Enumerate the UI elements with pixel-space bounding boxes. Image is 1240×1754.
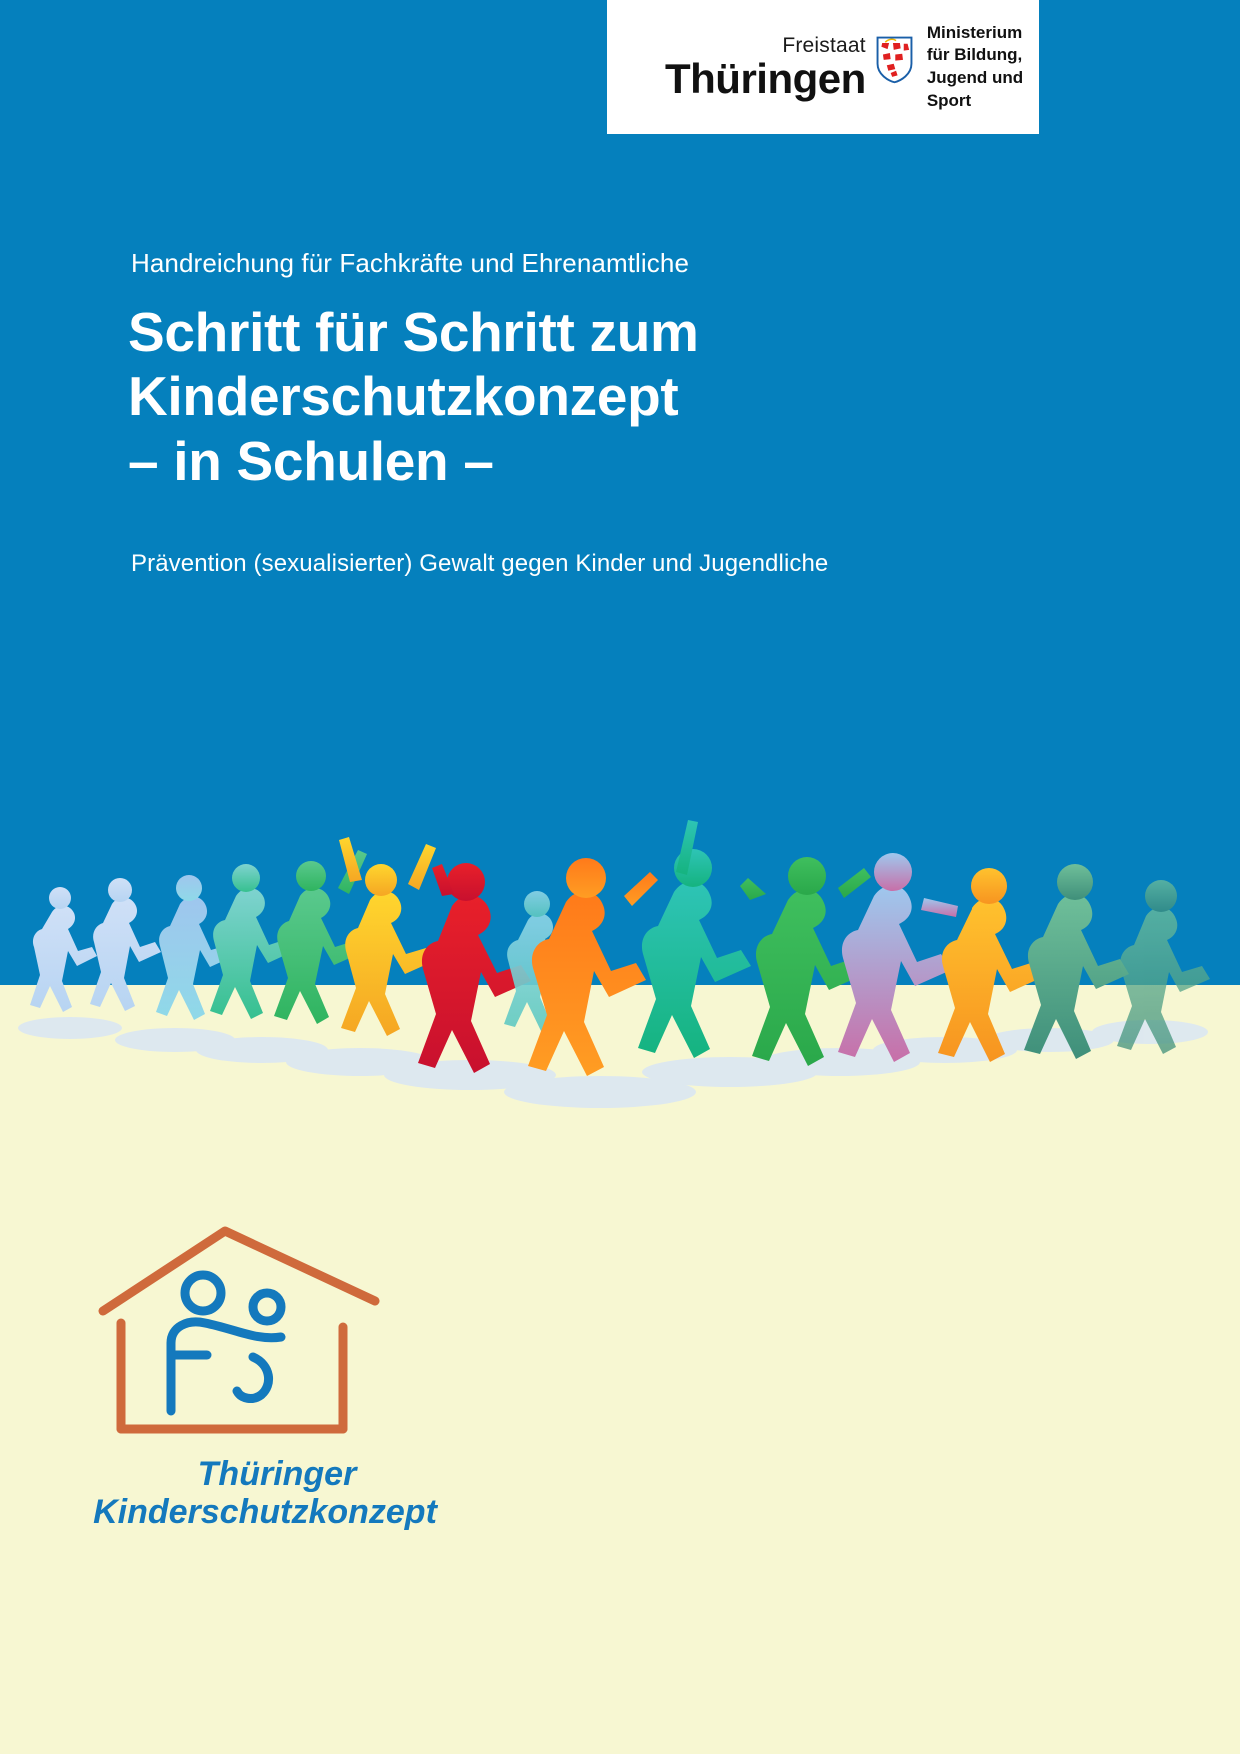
ministry-department-label [927, 22, 1039, 112]
page-title [128, 300, 1008, 493]
brand-line-2: Kinderschutzkonzept [93, 1493, 437, 1532]
brand-wordmark [75, 1455, 455, 1531]
running-children-illustration [0, 800, 1240, 1220]
title-line-1: Schritt für Schritt zum [128, 301, 699, 363]
department-line-3: Jugend und Sport [926, 68, 1024, 110]
title-line-2: Kinderschutzkonzept [128, 365, 679, 428]
house-with-figures-icon [75, 1215, 405, 1445]
logo-thueringen-label: Thüringen [665, 54, 866, 102]
brand-line-1: Thüringer [197, 1455, 357, 1493]
thuringia-coat-of-arms-icon [876, 36, 913, 98]
department-line-1: Ministerium [926, 22, 1023, 42]
department-line-2: für Bildung, [926, 45, 1023, 65]
cover-subtitle: Prävention (sexualisierter) Gewalt gegen Kinder und Jugendliche [131, 550, 829, 577]
kinderschutzkonzept-logo [75, 1215, 475, 1575]
logo-freistaat-label: Freistaat [782, 33, 866, 57]
cover-kicker: Handreichung für Fachkräfte und Ehrenamtliche [131, 248, 690, 278]
ministry-logo [607, 0, 1039, 134]
ministry-logo-wordmark [665, 35, 866, 100]
title-line-3: – in Schulen – [128, 429, 494, 492]
